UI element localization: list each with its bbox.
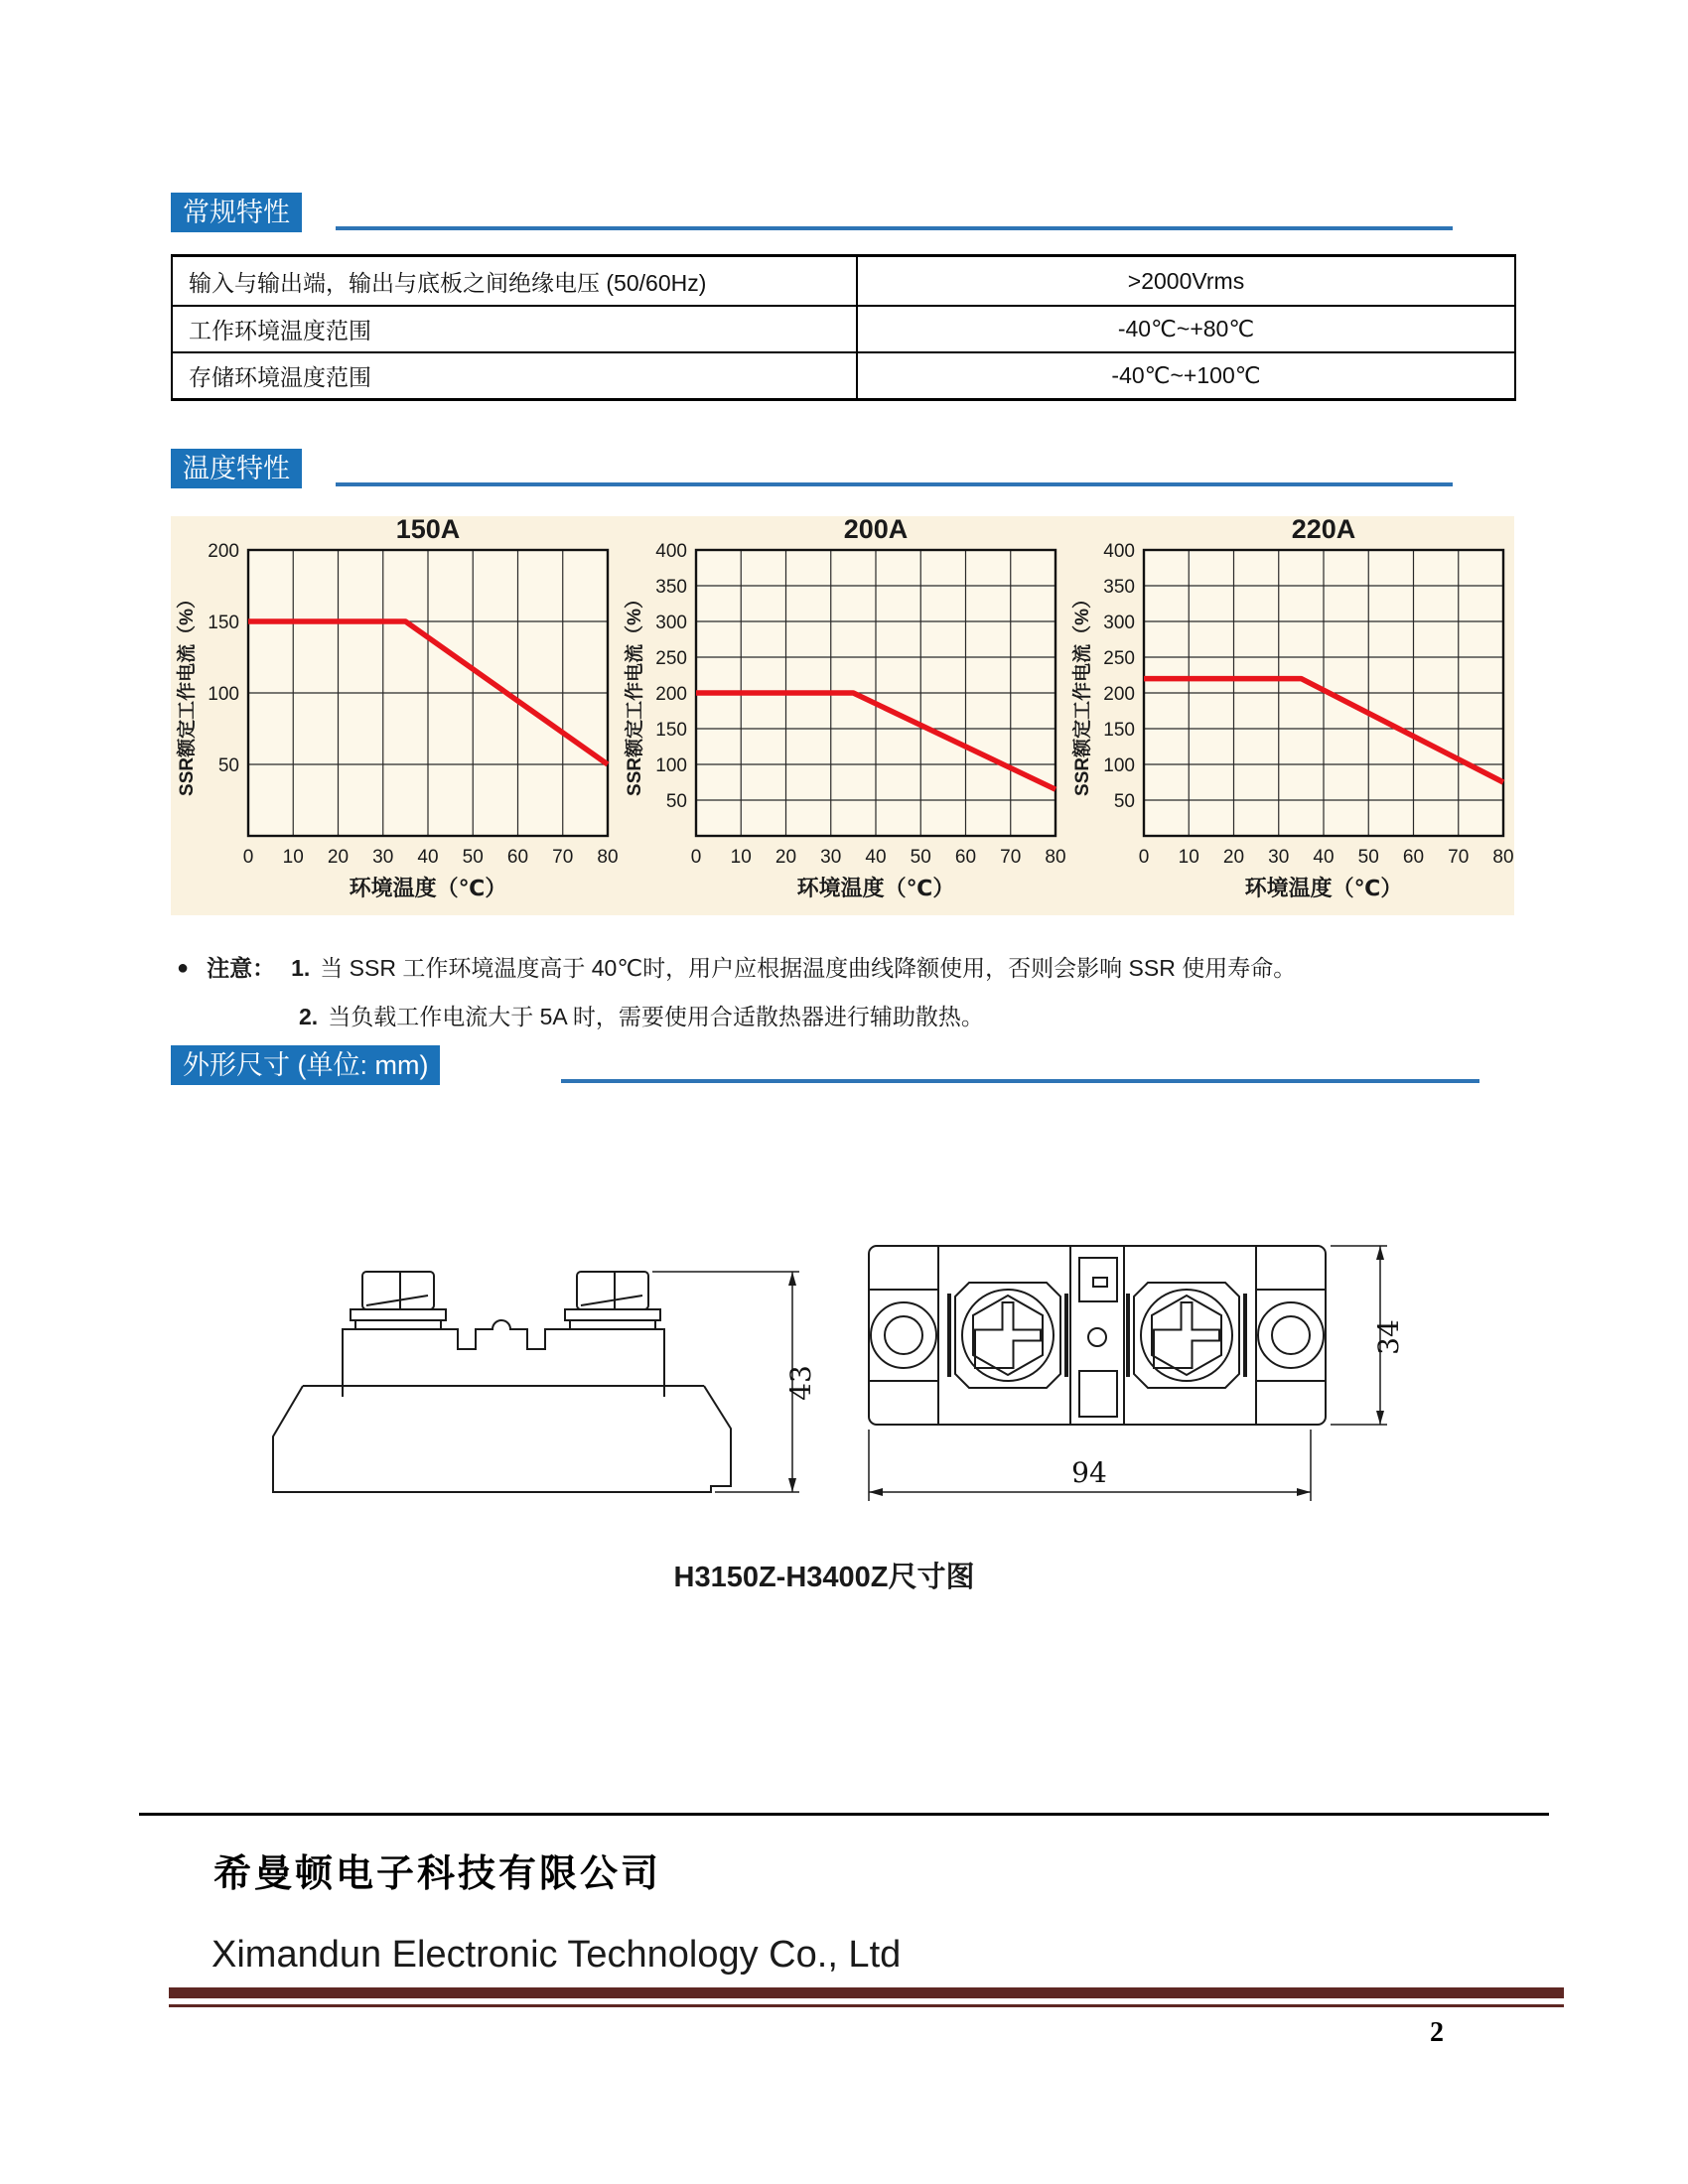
svg-text:50: 50 bbox=[665, 791, 687, 812]
derating-charts-panel bbox=[171, 516, 1514, 915]
svg-text:20: 20 bbox=[1222, 847, 1245, 868]
svg-text:20: 20 bbox=[774, 847, 797, 868]
footer-bar-thick bbox=[169, 1987, 1564, 1998]
drawing-caption: H3150Z-H3400Z尺寸图 bbox=[673, 1562, 975, 1593]
svg-text:0: 0 bbox=[242, 847, 254, 868]
svg-text:300: 300 bbox=[655, 613, 687, 633]
svg-text:环境温度（℃）: 环境温度（℃） bbox=[1244, 876, 1403, 900]
top-view-outline bbox=[869, 1246, 1326, 1425]
svg-text:100: 100 bbox=[208, 684, 239, 705]
side-view-outline bbox=[273, 1272, 731, 1492]
table-row bbox=[172, 352, 1515, 400]
svg-text:80: 80 bbox=[1045, 847, 1066, 868]
svg-text:200: 200 bbox=[1103, 684, 1135, 705]
svg-text:80: 80 bbox=[1492, 847, 1514, 868]
note-text: 当负载工作电流大于 5A 时，需要使用合适散热器进行辅助散热。 bbox=[328, 1004, 984, 1029]
terminal-bracket-marks bbox=[949, 1294, 1245, 1377]
chart-svg-150A bbox=[171, 516, 619, 915]
svg-text:60: 60 bbox=[506, 847, 529, 868]
svg-text:30: 30 bbox=[820, 847, 842, 868]
section-rule-dimensions bbox=[561, 1079, 1479, 1083]
dimension-43-label: 43 bbox=[784, 1365, 817, 1401]
svg-text:50: 50 bbox=[217, 755, 239, 776]
svg-text:50: 50 bbox=[1357, 847, 1379, 868]
svg-text:SSR额定工作电流（%）: SSR额定工作电流（%） bbox=[625, 590, 645, 796]
svg-text:50: 50 bbox=[462, 847, 484, 868]
svg-text:10: 10 bbox=[282, 847, 304, 868]
general-characteristics-table bbox=[171, 254, 1516, 401]
table-row bbox=[172, 306, 1515, 352]
svg-text:SSR额定工作电流（%）: SSR额定工作电流（%） bbox=[1072, 590, 1093, 796]
note-line-1 bbox=[177, 950, 1296, 983]
svg-text:30: 30 bbox=[372, 847, 394, 868]
side-view-drawing bbox=[263, 1224, 834, 1512]
svg-text:30: 30 bbox=[1268, 847, 1290, 868]
note-number: 2. bbox=[299, 1004, 319, 1029]
svg-text:200: 200 bbox=[655, 684, 687, 705]
note-label: 注意： bbox=[207, 955, 276, 981]
svg-text:40: 40 bbox=[417, 847, 439, 868]
svg-text:350: 350 bbox=[655, 577, 687, 598]
svg-text:220A: 220A bbox=[1291, 516, 1356, 544]
svg-text:10: 10 bbox=[1178, 847, 1199, 868]
company-name-cn: 希曼顿电子科技有限公司 bbox=[213, 1850, 662, 1895]
svg-text:50: 50 bbox=[1113, 791, 1135, 812]
svg-text:20: 20 bbox=[327, 847, 350, 868]
svg-text:400: 400 bbox=[1103, 541, 1135, 562]
svg-text:60: 60 bbox=[1402, 847, 1425, 868]
derating-chart-150a bbox=[171, 516, 619, 915]
section-rule-temperature bbox=[336, 482, 1453, 486]
svg-text:60: 60 bbox=[954, 847, 977, 868]
derating-chart-220a bbox=[1066, 516, 1514, 915]
derating-chart-200a bbox=[619, 516, 1066, 915]
table-cell-label: 工作环境温度范围 bbox=[172, 306, 857, 352]
footer-bar-thin bbox=[169, 2004, 1564, 2007]
svg-text:40: 40 bbox=[865, 847, 887, 868]
svg-text:150: 150 bbox=[1103, 720, 1135, 741]
svg-text:40: 40 bbox=[1313, 847, 1335, 868]
svg-text:300: 300 bbox=[1103, 613, 1135, 633]
svg-text:100: 100 bbox=[655, 755, 687, 776]
page-number: 2 bbox=[1430, 2017, 1444, 2048]
svg-text:70: 70 bbox=[1448, 847, 1470, 868]
section-title-dimensions: 外形尺寸 (单位: mm) bbox=[171, 1045, 440, 1085]
table-cell-label: 输入与输出端，输出与底板之间绝缘电压 (50/60Hz) bbox=[172, 256, 857, 307]
svg-text:0: 0 bbox=[1138, 847, 1150, 868]
note-line-2 bbox=[299, 999, 984, 1031]
svg-text:200A: 200A bbox=[843, 516, 909, 544]
svg-text:250: 250 bbox=[1103, 648, 1135, 669]
dimension-34-label: 34 bbox=[1372, 1319, 1405, 1355]
table-cell-value: >2000Vrms bbox=[857, 256, 1515, 307]
svg-text:100: 100 bbox=[1103, 755, 1135, 776]
section-title-temperature: 温度特性 bbox=[171, 449, 302, 488]
table-cell-value: -40℃~+100℃ bbox=[857, 352, 1515, 400]
svg-text:10: 10 bbox=[730, 847, 752, 868]
svg-text:80: 80 bbox=[597, 847, 619, 868]
footer-divider bbox=[139, 1813, 1549, 1816]
section-rule-general bbox=[336, 226, 1453, 230]
table-row bbox=[172, 256, 1515, 307]
svg-text:环境温度（℃）: 环境温度（℃） bbox=[349, 876, 507, 900]
svg-text:SSR额定工作电流（%）: SSR额定工作电流（%） bbox=[177, 590, 198, 796]
chart-svg-220A bbox=[1066, 516, 1514, 915]
svg-text:200: 200 bbox=[208, 541, 239, 562]
dimension-43-lines bbox=[652, 1272, 799, 1492]
svg-text:250: 250 bbox=[655, 648, 687, 669]
svg-text:环境温度（℃）: 环境温度（℃） bbox=[796, 876, 955, 900]
svg-text:50: 50 bbox=[910, 847, 931, 868]
svg-text:70: 70 bbox=[552, 847, 574, 868]
chart-svg-200A bbox=[619, 516, 1066, 915]
company-name-en: Ximandun Electronic Technology Co., Ltd bbox=[211, 1934, 902, 1976]
table-cell-value: -40℃~+80℃ bbox=[857, 306, 1515, 352]
table-cell-label: 存储环境温度范围 bbox=[172, 352, 857, 400]
svg-text:400: 400 bbox=[655, 541, 687, 562]
svg-text:150A: 150A bbox=[395, 516, 461, 544]
note-number: 1. bbox=[291, 955, 311, 981]
note-text: 当 SSR 工作环境温度高于 40℃时，用户应根据温度曲线降额使用，否则会影响 SSR 使用寿命。 bbox=[320, 955, 1297, 981]
svg-text:350: 350 bbox=[1103, 577, 1135, 598]
svg-text:0: 0 bbox=[690, 847, 702, 868]
top-view-drawing bbox=[844, 1226, 1440, 1524]
svg-text:70: 70 bbox=[1000, 847, 1022, 868]
section-title-general: 常规特性 bbox=[171, 193, 302, 232]
bullet-icon: ● bbox=[177, 957, 190, 979]
svg-text:150: 150 bbox=[655, 720, 687, 741]
dimension-94-label: 94 bbox=[1071, 1456, 1107, 1489]
svg-text:150: 150 bbox=[208, 613, 239, 633]
